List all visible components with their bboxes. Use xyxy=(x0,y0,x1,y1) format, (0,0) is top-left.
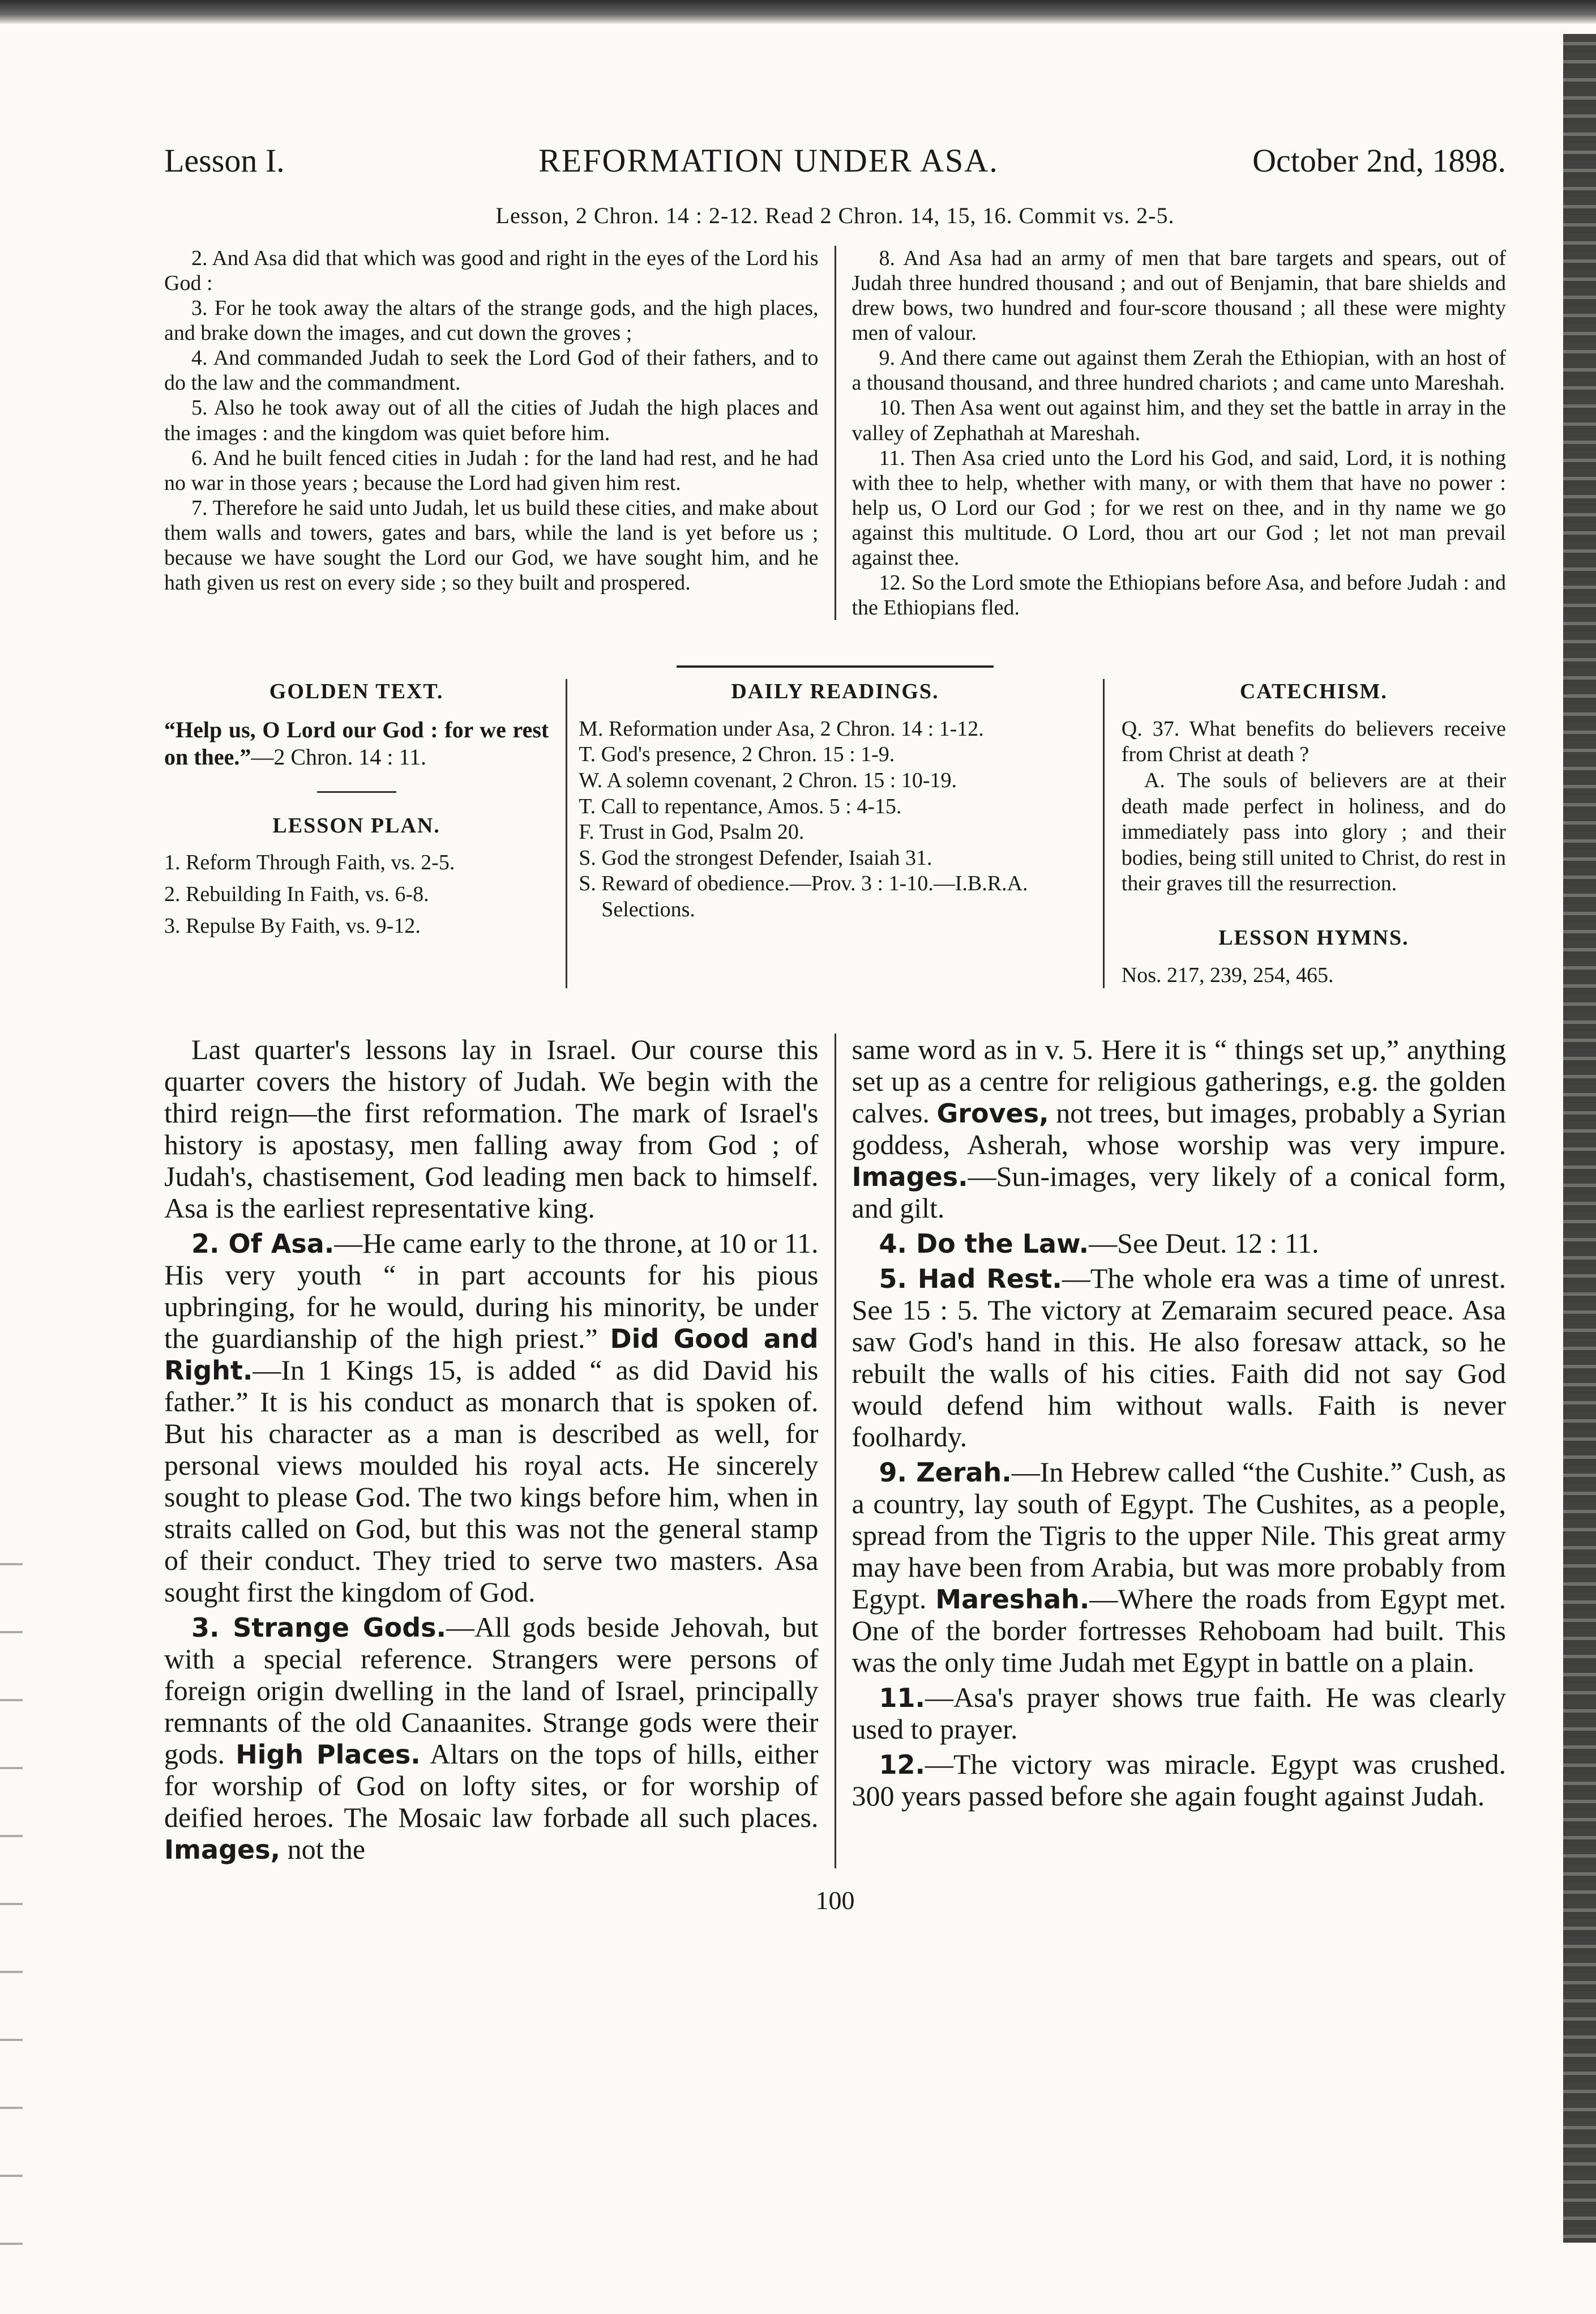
reading-item: T. Call to repentance, Amos. 5 : 4-15. xyxy=(579,794,902,818)
catechism-answer: A. The souls of believers are at their death made perfect in holiness, and do immediately pass into glory ; and their bodies, being still united to Christ, do rest in their graves till the resurrection. xyxy=(1121,768,1506,896)
commentary-paragraph xyxy=(852,1262,1507,1453)
lesson-hymns-list: Nos. 217, 239, 254, 465. xyxy=(1121,963,1334,987)
paragraph-text: —The victory was miracle. Egypt was crushed. 300 years passed before she again fought against Judah. xyxy=(852,1748,1506,1812)
scan-left-margin-marks xyxy=(0,1529,23,2265)
section-divider xyxy=(677,665,994,668)
daily-readings-box xyxy=(566,679,1105,988)
scripture-right-column xyxy=(836,246,1507,620)
paragraph-text: —In 1 Kings 15, is added “ as did David his father.” It is his conduct as monarch that is spoken of. But his character as a man is described as well, for personal views moulded his royal acts. He sincerely sought to please God. The two kings before him, when in straits called on God, but this was not the general stamp of their conduct. They tried to serve two masters. Asa sought first the kingdom of God. xyxy=(164,1354,819,1608)
paragraph-text: —Sun-images, very likely of a conical form, and gilt. xyxy=(852,1160,1506,1224)
verse: 2. And Asa did that which was good and right in the eyes of the Lord his God : xyxy=(164,246,819,296)
document-page xyxy=(164,142,1506,1915)
paragraph-text: —In Hebrew called “the Cushite.” Cush, as a country, lay south of Egypt. The Cushites, as a people, spread from the Tigris to the upper Nile. This great army may have been from Arabia, but was more probably from Egypt. xyxy=(852,1456,1506,1615)
paragraph-text: Last quarter's lessons lay in Israel. Our course this quarter covers the history of Judah. We begin with the third reign—the first reformation. The mark of Israel's history is apostasy, men falling away from God ; of Judah's, chastisement, God leading men back to himself. Asa is the earliest representative king. xyxy=(164,1034,819,1224)
keyword: High Places. xyxy=(236,1739,421,1770)
catechism-question: Q. 37. What benefits do believers receive from Christ at death ? xyxy=(1121,716,1506,767)
verse: 5. Also he took away out of all the cities of Judah the high places and the images : and the kingdom was quiet before him. xyxy=(164,396,819,445)
paragraph-text: —Asa's prayer shows true faith. He was clearly used to prayer. xyxy=(852,1681,1506,1745)
reading-item: M. Reformation under Asa, 2 Chron. 14 : 1-12. xyxy=(579,716,984,741)
verse: 4. And commanded Judah to seek the Lord God of their fathers, and to do the law and the commandment. xyxy=(164,346,819,395)
reading-item: W. A solemn covenant, 2 Chron. 15 : 10-19. xyxy=(579,768,957,792)
divider xyxy=(317,791,396,793)
paragraph-text: —The whole era was a time of unrest. See 15 : 5. The victory at Zemaraim secured peace. Asa saw God's hand in this. He also foresaw attack, so he rebuilt the walls of his cities. Faith did not say God would defend him without walls. Faith is never foolhardy. xyxy=(852,1262,1506,1453)
lesson-plan-item: 3. Repulse By Faith, vs. 9-12. xyxy=(164,913,421,938)
keyword: 11. xyxy=(879,1683,925,1714)
keyword: Images. xyxy=(852,1162,968,1193)
lesson-plan-item: 1. Reform Through Faith, vs. 2-5. xyxy=(164,851,455,875)
keyword: Mareshah. xyxy=(935,1584,1090,1615)
reading-item: T. God's presence, 2 Chron. 15 : 1-9. xyxy=(579,742,895,767)
paragraph-text: Altars on the tops of hills, either for worship of God on lofty sites, or for worship of deified heroes. The Mosaic law forbade all such places. xyxy=(164,1738,819,1834)
keyword: 9. Zerah. xyxy=(879,1457,1012,1488)
paragraph-text: same word as in v. 5. Here it is “ things set up,” anything set up as a centre for religious gatherings, e.g. the golden calves. xyxy=(852,1034,1506,1129)
reading-item: F. Trust in God, Psalm 20. xyxy=(579,820,805,844)
keyword: 12. xyxy=(879,1749,925,1781)
lesson-plan-item: 2. Rebuilding In Faith, vs. 6-8. xyxy=(164,882,429,906)
lesson-label: Lesson I. xyxy=(164,142,285,179)
paragraph-text: —All gods beside Jehovah, but with a special reference. Strangers were persons of foreign origin dwelling in the land of Israel, principally remnants of the old Canaanites. Strange gods were their gods. xyxy=(164,1611,819,1770)
keyword: 3. Strange Gods. xyxy=(191,1612,446,1643)
commentary-paragraph xyxy=(164,1227,819,1608)
paragraph-text: not the xyxy=(280,1833,366,1865)
catechism-heading: CATECHISM. xyxy=(1239,680,1388,704)
paragraph-text: —Where the roads from Egypt met. One of the border fortresses Rehoboam had built. This was the only time Judah met Egypt in battle on a plain. xyxy=(852,1583,1507,1679)
keyword: 5. Had Rest. xyxy=(879,1263,1062,1295)
commentary-paragraph xyxy=(164,1034,819,1224)
commentary-paragraph xyxy=(852,1748,1507,1812)
verse: 10. Then Asa went out against him, and they set the battle in array in the valley of Zephathah at Mareshah. xyxy=(852,396,1506,445)
lesson-title: REFORMATION UNDER ASA. xyxy=(538,142,999,179)
golden-text-quote: “Help us, O Lord our God : for we rest on thee.” xyxy=(164,716,549,770)
page-number: 100 xyxy=(815,1886,855,1915)
commentary xyxy=(164,1034,1506,1868)
verse: 7. Therefore he said unto Judah, let us build these cities, and make about them walls and towers, gates and bars, while the land is yet before us ; because we have sought the Lord our God, we have sought him, and he hath given us rest on every side ; so they built and prospered. xyxy=(164,496,819,595)
commentary-paragraph xyxy=(852,1456,1507,1678)
commentary-paragraph xyxy=(852,1034,1507,1224)
verse: 6. And he built fenced cities in Judah : for the land had rest, and he had no war in those years ; because the Lord had given him rest. xyxy=(164,446,819,495)
verse: 11. Then Asa cried unto the Lord his God, and said, Lord, it is nothing with thee to help, whether with many, or with them that have no power : help us, O Lord our God ; for we rest on thee, and in thy name we go against this multitude. O Lord, thou art our God ; let not man prevail against thee. xyxy=(852,446,1506,570)
scripture-passage xyxy=(164,246,1506,620)
paragraph-text: —See Deut. 12 : 11. xyxy=(1089,1227,1319,1260)
verse: 12. So the Lord smote the Ethiopians before Asa, and before Judah : and the Ethiopians fled. xyxy=(852,571,1506,620)
paragraph-text: not trees, but images, probably a Syrian goddess, Asherah, whose worship was very impure. xyxy=(852,1097,1507,1161)
commentary-right-column xyxy=(836,1034,1507,1868)
golden-text-reference: —2 Chron. 14 : 11. xyxy=(251,744,426,770)
scripture-left-column xyxy=(164,246,836,620)
keyword: 4. Do the Law. xyxy=(879,1228,1089,1260)
lesson-hymns-heading: LESSON HYMNS. xyxy=(1218,925,1409,950)
commentary-paragraph xyxy=(852,1681,1507,1745)
lesson-aids xyxy=(164,679,1506,988)
reading-item: S. Reward of obedience.—Prov. 3 : 1-10.—I.B.R.A. Selections. xyxy=(579,872,1028,921)
keyword: 2. Of Asa. xyxy=(191,1228,335,1260)
lesson-plan-heading: LESSON PLAN. xyxy=(272,813,440,838)
commentary-paragraph xyxy=(164,1611,819,1865)
scan-top-edge xyxy=(0,0,1596,24)
golden-text-box xyxy=(164,679,566,988)
commentary-left-column xyxy=(164,1034,836,1868)
lesson-date: October 2nd, 1898. xyxy=(1252,142,1506,179)
golden-text xyxy=(164,716,549,771)
keyword: Did Good and Right. xyxy=(164,1323,819,1386)
commentary-paragraph xyxy=(852,1227,1507,1259)
verse: 8. And Asa had an army of men that bare targets and spears, out of Judah three hundred thousand ; and out of Benjamin, that bare shields and drew bows, two hundred and four-score thousand ; all these were mighty men of valour. xyxy=(852,246,1506,345)
page-header xyxy=(164,142,1506,180)
scan-binding-edge xyxy=(1563,34,1596,2243)
lesson-references: Lesson, 2 Chron. 14 : 2-12. Read 2 Chron. 14, 15, 16. Commit vs. 2-5. xyxy=(495,203,1175,228)
golden-text-heading: GOLDEN TEXT. xyxy=(269,680,444,704)
daily-readings-heading: DAILY READINGS. xyxy=(731,680,939,704)
keyword: Groves, xyxy=(936,1098,1049,1129)
catechism-box xyxy=(1105,679,1506,988)
paragraph-text: —He came early to the throne, at 10 or 11. His very youth “ in part accounts for his pious upbringing, for he would, during his minority, be under the guardianship of the high priest.” xyxy=(164,1227,819,1355)
verse: 3. For he took away the altars of the strange gods, and the high places, and brake down the images, and cut down the groves ; xyxy=(164,296,819,345)
verse: 9. And there came out against them Zerah the Ethiopian, with an host of a thousand thousand, and three hundred chariots ; and came unto Mareshah. xyxy=(852,346,1506,395)
keyword: Images, xyxy=(164,1834,281,1865)
reading-item: S. God the strongest Defender, Isaiah 31. xyxy=(579,846,932,870)
